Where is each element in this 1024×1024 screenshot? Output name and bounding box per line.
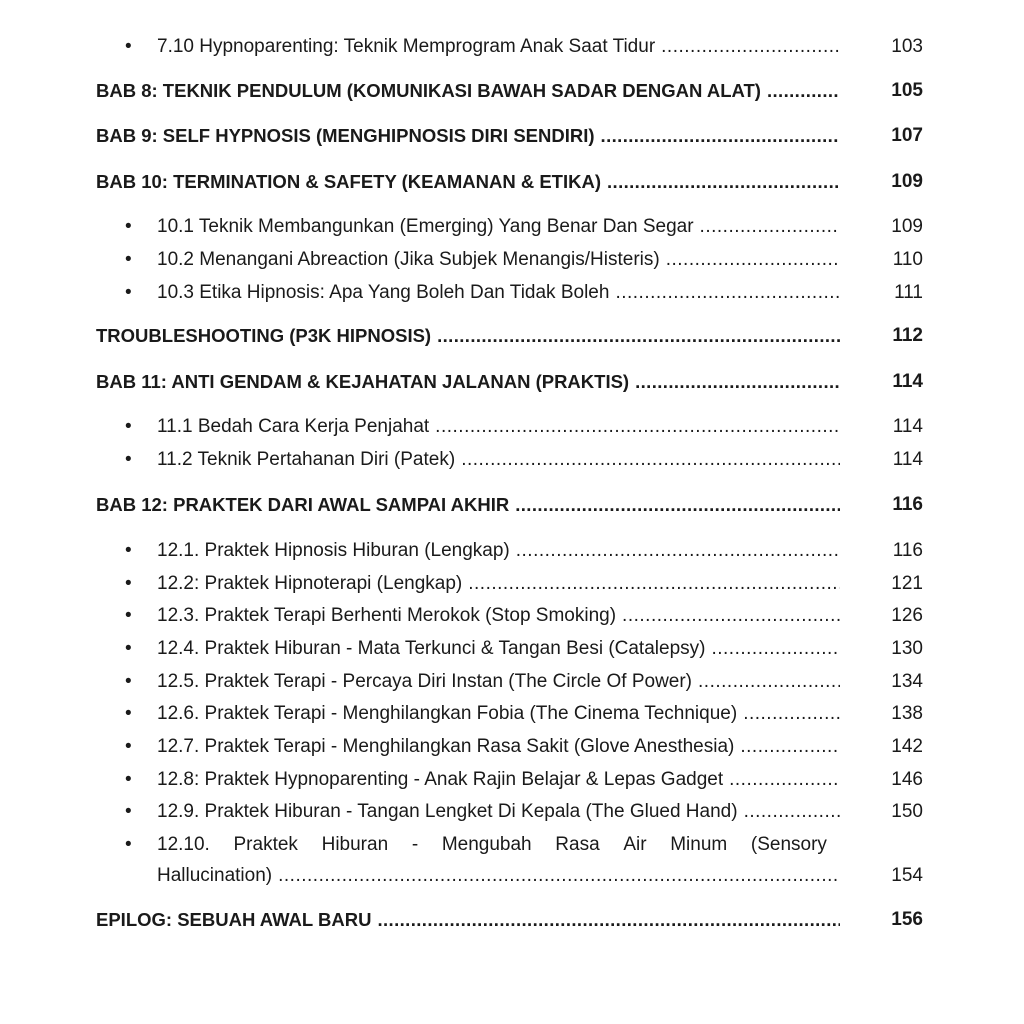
- toc-entry-title: 10.1 Teknik Membangunkan (Emerging) Yang Benar Dan Segar: [157, 216, 694, 237]
- list-bullet: •: [125, 703, 132, 724]
- toc-entry-title: 11.1 Bedah Cara Kerja Penjahat: [157, 416, 430, 437]
- toc-entry-title: 7.10 Hypnoparenting: Teknik Memprogram Anak Saat Tidur: [157, 36, 656, 57]
- dot-leader: [437, 324, 840, 348]
- toc-chapter-troubleshooting[interactable]: [96, 324, 840, 348]
- toc-chapter-title: BAB 12: PRAKTEK DARI AWAL SAMPAI AKHIR: [96, 494, 510, 515]
- toc-word: (Sensory: [750, 834, 827, 855]
- toc-chapter-title: BAB 8: TEKNIK PENDULUM (KOMUNIKASI BAWAH SADAR DENGAN ALAT): [96, 80, 761, 101]
- toc-page-number: 111: [894, 282, 923, 303]
- toc-entry-title: 11.2 Teknik Pertahanan Diri (Patek): [157, 449, 456, 470]
- toc-entry-10-3[interactable]: [157, 281, 840, 305]
- toc-entry-title: 12.8: Praktek Hypnoparenting - Anak Rajin Belajar & Lepas Gadget: [157, 769, 724, 790]
- toc-entry-title: 10.2 Menangani Abreaction (Jika Subjek Menangis/Histeris): [157, 249, 660, 270]
- toc-entry-10-2[interactable]: [157, 248, 840, 272]
- toc-page-number: 105: [891, 80, 923, 101]
- dot-leader: [711, 637, 840, 661]
- toc-page-number: 134: [891, 671, 923, 692]
- toc-chapter-bab-9[interactable]: [96, 124, 840, 148]
- toc-chapter-title: BAB 11: ANTI GENDAM & KEJAHATAN JALANAN (PRAKTIS): [96, 371, 630, 392]
- toc-entry-title: 12.5. Praktek Terapi - Percaya Diri Instan (The Circle Of Power): [157, 671, 693, 692]
- toc-page-number: 114: [892, 371, 923, 392]
- toc-page-number: 103: [891, 36, 923, 57]
- dot-leader: [767, 79, 840, 103]
- dot-leader: [661, 35, 840, 59]
- toc-page-number: 107: [891, 125, 923, 146]
- toc-page-number: 146: [891, 769, 923, 790]
- dot-leader: [435, 415, 840, 439]
- toc-word: Rasa: [555, 834, 600, 855]
- toc-chapter-epilog[interactable]: [96, 908, 840, 932]
- toc-chapter-bab-11[interactable]: [96, 370, 840, 394]
- toc-entry-title: 12.6. Praktek Terapi - Menghilangkan Fobia (The Cinema Technique): [157, 703, 738, 724]
- toc-chapter-bab-10[interactable]: [96, 170, 840, 194]
- toc-entry-12-8[interactable]: [157, 768, 840, 792]
- toc-entry-title: 12.1. Praktek Hipnosis Hiburan (Lengkap): [157, 540, 510, 561]
- toc-word: Mengubah: [441, 834, 532, 855]
- toc-entry-title: 12.3. Praktek Terapi Berhenti Merokok (Stop Smoking): [157, 605, 617, 626]
- toc-chapter-title: EPILOG: SEBUAH AWAL BARU: [96, 909, 372, 930]
- list-bullet: •: [125, 540, 132, 561]
- toc-word: Hiburan: [321, 834, 389, 855]
- toc-page-number: 112: [892, 325, 923, 346]
- list-bullet: •: [125, 282, 132, 303]
- toc-entry-title: 12.2: Praktek Hipnoterapi (Lengkap): [157, 573, 463, 594]
- dot-leader: [744, 800, 840, 824]
- list-bullet: •: [125, 736, 132, 757]
- toc-entry-11-2[interactable]: [157, 448, 840, 472]
- toc-entry-12-6[interactable]: [157, 702, 840, 726]
- toc-entry-12-7[interactable]: [157, 735, 840, 759]
- toc-page-number: 138: [891, 703, 923, 724]
- list-bullet: •: [125, 449, 132, 470]
- dot-leader: [729, 768, 840, 792]
- toc-word: -: [411, 834, 419, 855]
- dot-leader: [615, 281, 840, 305]
- toc-page-number: 150: [891, 801, 923, 822]
- list-bullet: •: [125, 638, 132, 659]
- toc-entry-title: 10.3 Etika Hipnosis: Apa Yang Boleh Dan Tidak Boleh: [157, 282, 610, 303]
- list-bullet: •: [125, 769, 132, 790]
- dot-leader: [635, 370, 840, 394]
- toc-page-number: 130: [891, 638, 923, 659]
- toc-page-number: 114: [892, 449, 923, 470]
- list-bullet: •: [125, 36, 132, 57]
- toc-word: Praktek: [233, 834, 298, 855]
- toc-page-number: 156: [891, 909, 923, 930]
- toc-entry-title: 12.7. Praktek Terapi - Menghilangkan Rasa Sakit (Glove Anesthesia): [157, 736, 735, 757]
- dot-leader: [666, 248, 840, 272]
- dot-leader: [698, 670, 840, 694]
- list-bullet: •: [125, 216, 132, 237]
- toc-chapter-title: BAB 9: SELF HYPNOSIS (MENGHIPNOSIS DIRI SENDIRI): [96, 125, 595, 146]
- dot-leader: [622, 604, 840, 628]
- toc-entry-12-9[interactable]: [157, 800, 840, 824]
- list-bullet: •: [125, 416, 132, 437]
- toc-entry-7-10[interactable]: [157, 35, 840, 59]
- toc-chapter-bab-12[interactable]: [96, 493, 840, 517]
- toc-word: Minum: [670, 834, 728, 855]
- list-bullet: •: [125, 834, 132, 855]
- toc-page-number: 126: [891, 605, 923, 626]
- toc-entry-title: Hallucination): [157, 865, 273, 886]
- toc-entry-12-4[interactable]: [157, 637, 840, 661]
- toc-entry-12-10-line-1[interactable]: [157, 833, 827, 857]
- toc-chapter-bab-8[interactable]: [96, 79, 840, 103]
- toc-page-number: 109: [891, 216, 923, 237]
- toc-entry-title: 12.9. Praktek Hiburan - Tangan Lengket Di Kepala (The Glued Hand): [157, 801, 738, 822]
- toc-entry-12-2[interactable]: [157, 572, 840, 596]
- dot-leader: [515, 493, 840, 517]
- toc-entry-11-1[interactable]: [157, 415, 840, 439]
- toc-entry-12-1[interactable]: [157, 539, 840, 563]
- toc-page-number: 121: [891, 573, 923, 594]
- list-bullet: •: [125, 605, 132, 626]
- dot-leader: [607, 170, 840, 194]
- toc-entry-10-1[interactable]: [157, 215, 840, 239]
- dot-leader: [743, 702, 840, 726]
- toc-page-number: 116: [892, 494, 923, 515]
- list-bullet: •: [125, 249, 132, 270]
- dot-leader: [377, 908, 840, 932]
- dot-leader: [468, 572, 840, 596]
- list-bullet: •: [125, 671, 132, 692]
- toc-entry-12-10-line-2[interactable]: [157, 864, 840, 888]
- dot-leader: [278, 864, 840, 888]
- toc-page-number: 142: [891, 736, 923, 757]
- toc-entry-12-3[interactable]: [157, 604, 840, 628]
- toc-page-number: 110: [892, 249, 923, 270]
- list-bullet: •: [125, 801, 132, 822]
- dot-leader: [516, 539, 840, 563]
- dot-leader: [740, 735, 840, 759]
- toc-word: 12.10.: [157, 834, 210, 855]
- toc-chapter-title: TROUBLESHOOTING (P3K HIPNOSIS): [96, 325, 432, 346]
- toc-entry-title: 12.4. Praktek Hiburan - Mata Terkunci & Tangan Besi (Catalepsy): [157, 638, 706, 659]
- toc-page-number: 116: [892, 540, 923, 561]
- dot-leader: [601, 124, 840, 148]
- list-bullet: •: [125, 573, 132, 594]
- dot-leader: [461, 448, 840, 472]
- toc-page-number: 154: [891, 865, 923, 886]
- toc-chapter-title: BAB 10: TERMINATION & SAFETY (KEAMANAN & ETIKA): [96, 171, 601, 192]
- toc-word: Air: [623, 834, 647, 855]
- toc-page-number: 109: [891, 171, 923, 192]
- toc-entry-12-5[interactable]: [157, 670, 840, 694]
- dot-leader: [700, 215, 840, 239]
- toc-page-number: 114: [892, 416, 923, 437]
